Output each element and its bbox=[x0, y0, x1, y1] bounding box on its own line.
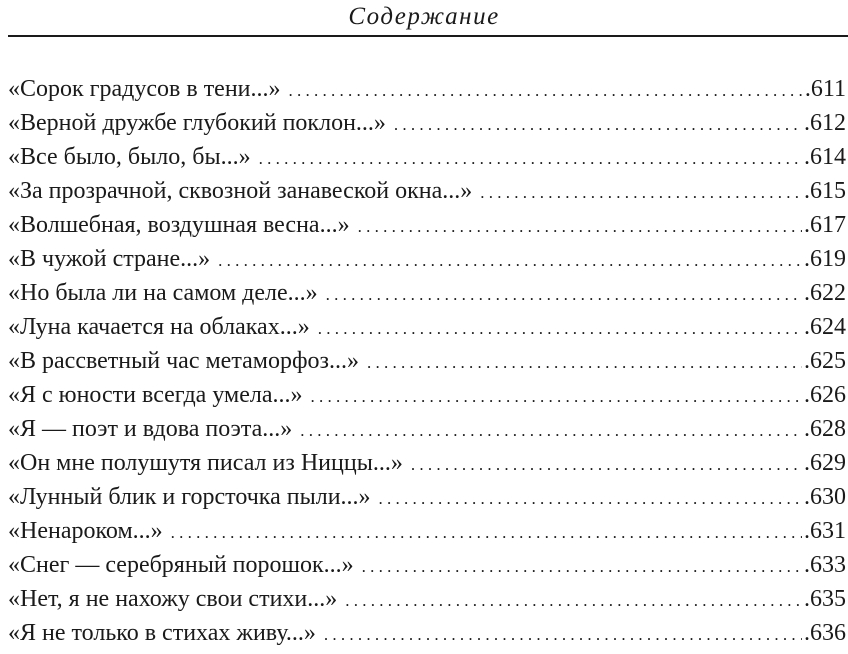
toc-entry[interactable] bbox=[8, 446, 846, 480]
toc-dot-leader bbox=[379, 482, 802, 516]
toc-entry-title: «Я — поэт и вдова поэта...» bbox=[8, 416, 293, 442]
toc-entry-title: «Верной дружбе глубокий поклон...» bbox=[8, 110, 386, 136]
toc-entry[interactable] bbox=[8, 480, 846, 514]
toc-dot-leader bbox=[259, 142, 802, 176]
toc-entry[interactable] bbox=[8, 208, 846, 242]
toc-entry-page: .625 bbox=[804, 348, 846, 374]
toc-entry-title: «Я с юности всегда умела...» bbox=[8, 382, 303, 408]
toc-entry[interactable] bbox=[8, 242, 846, 276]
toc-entry-title: «В рассветный час метаморфоз...» bbox=[8, 348, 359, 374]
table-of-contents bbox=[8, 72, 846, 650]
toc-entry[interactable] bbox=[8, 140, 846, 174]
toc-entry[interactable] bbox=[8, 548, 846, 582]
toc-dot-leader bbox=[300, 414, 802, 448]
toc-entry[interactable] bbox=[8, 174, 846, 208]
toc-dot-leader bbox=[480, 176, 802, 210]
toc-entry[interactable] bbox=[8, 276, 846, 310]
toc-dot-leader bbox=[318, 312, 802, 346]
toc-entry-title: «Все было, было, бы...» bbox=[8, 144, 251, 170]
toc-entry-title: «Я не только в стихах живу...» bbox=[8, 620, 316, 646]
toc-dot-leader bbox=[411, 448, 802, 482]
toc-entry-page: .631 bbox=[804, 518, 846, 544]
toc-entry-page: .636 bbox=[804, 620, 846, 646]
toc-dot-leader bbox=[362, 550, 802, 584]
toc-dot-leader bbox=[394, 108, 802, 142]
toc-entry-title: «Лунный блик и горсточка пыли...» bbox=[8, 484, 371, 510]
toc-dot-leader bbox=[171, 516, 802, 550]
toc-entry[interactable] bbox=[8, 72, 846, 106]
toc-entry-page: .622 bbox=[804, 280, 846, 306]
toc-entry[interactable] bbox=[8, 106, 846, 140]
toc-entry-page: .611 bbox=[804, 76, 846, 102]
toc-entry-title: «В чужой стране...» bbox=[8, 246, 211, 272]
toc-entry-title: «Он мне полушутя писал из Ниццы...» bbox=[8, 450, 403, 476]
toc-entry-page: .614 bbox=[804, 144, 846, 170]
toc-entry[interactable] bbox=[8, 514, 846, 548]
toc-dot-leader bbox=[367, 346, 802, 380]
toc-dot-leader bbox=[358, 210, 802, 244]
toc-entry-page: .630 bbox=[804, 484, 846, 510]
toc-entry-title: «Ненароком...» bbox=[8, 518, 163, 544]
toc-entry-page: .619 bbox=[804, 246, 846, 272]
toc-entry-page: .624 bbox=[804, 314, 846, 340]
toc-entry-title: «Нет, я не нахожу свои стихи...» bbox=[8, 586, 338, 612]
toc-entry[interactable] bbox=[8, 412, 846, 446]
toc-dot-leader bbox=[345, 584, 802, 618]
toc-dot-leader bbox=[310, 380, 802, 414]
toc-entry-page: .633 bbox=[804, 552, 846, 578]
page-header bbox=[0, 0, 848, 40]
toc-entry[interactable] bbox=[8, 310, 846, 344]
toc-entry-page: .617 bbox=[804, 212, 846, 238]
toc-entry-page: .635 bbox=[804, 586, 846, 612]
header-divider bbox=[8, 35, 848, 37]
toc-entry-title: «Волшебная, воздушная весна...» bbox=[8, 212, 350, 238]
toc-entry[interactable] bbox=[8, 344, 846, 378]
toc-entry[interactable] bbox=[8, 582, 846, 616]
toc-entry-page: .626 bbox=[804, 382, 846, 408]
toc-entry-page: .629 bbox=[804, 450, 846, 476]
toc-entry-title: «Сорок градусов в тени...» bbox=[8, 76, 281, 102]
toc-dot-leader bbox=[326, 278, 802, 312]
toc-entry-title: «За прозрачной, сквозной занавеской окна...» bbox=[8, 178, 473, 204]
toc-entry[interactable] bbox=[8, 378, 846, 412]
toc-entry-title: «Снег — серебряный порошок...» bbox=[8, 552, 354, 578]
toc-entry-title: «Луна качается на облаках...» bbox=[8, 314, 310, 340]
toc-entry-page: .628 bbox=[804, 416, 846, 442]
toc-dot-leader bbox=[324, 618, 802, 652]
toc-entry-page: .615 bbox=[804, 178, 846, 204]
toc-entry[interactable] bbox=[8, 616, 846, 650]
toc-entry-title: «Но была ли на самом деле...» bbox=[8, 280, 318, 306]
toc-dot-leader bbox=[289, 74, 803, 108]
toc-dot-leader bbox=[218, 244, 802, 278]
page-title: Содержание bbox=[348, 3, 500, 30]
toc-entry-page: .612 bbox=[804, 110, 846, 136]
